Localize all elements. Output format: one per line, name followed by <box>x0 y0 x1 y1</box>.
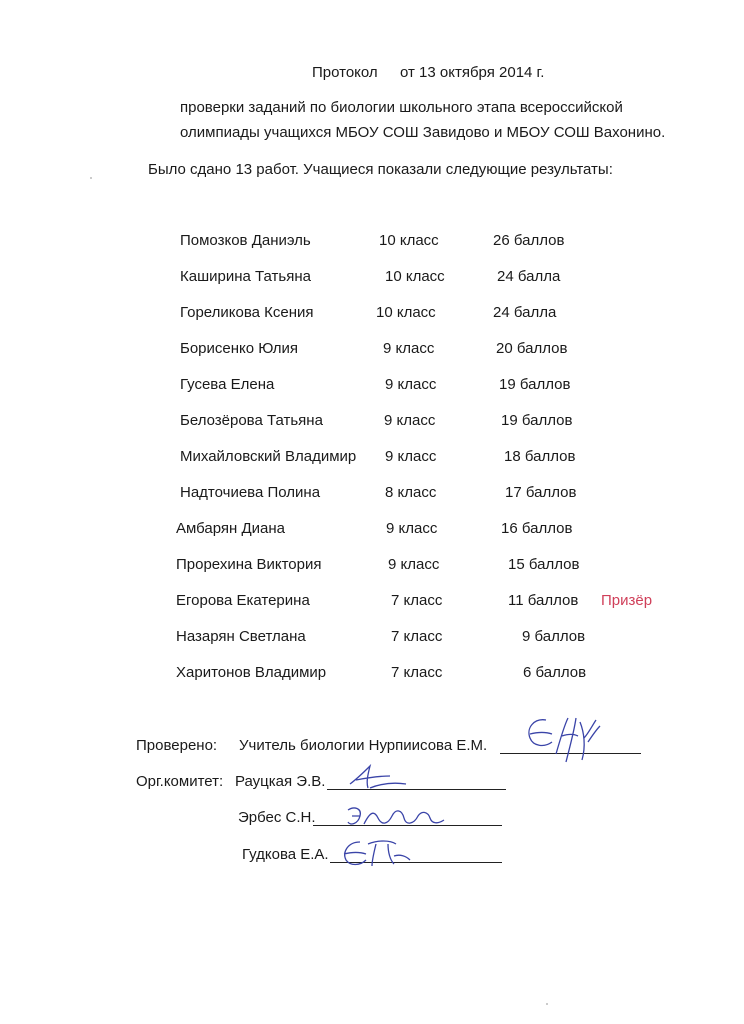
student-score: 11 баллов <box>508 592 579 609</box>
signature-mark-committee-3 <box>338 836 412 870</box>
student-grade: 9 класс <box>386 520 438 537</box>
student-name: Белозёрова Татьяна <box>180 412 323 429</box>
student-name: Гореликова Ксения <box>180 304 314 321</box>
list-item <box>0 520 744 540</box>
student-name: Назарян Светлана <box>176 628 306 645</box>
student-score: 26 баллов <box>493 232 565 249</box>
list-item <box>0 340 744 360</box>
checked-teacher: Учитель биологии Нурпиисова Е.М. <box>239 737 488 754</box>
committee-member-2: Эрбес С.Н. <box>238 809 316 826</box>
list-item <box>0 376 744 396</box>
student-score: 24 балла <box>493 304 557 321</box>
committee-member-1: Рауцкая Э.В. <box>235 773 326 790</box>
list-item <box>0 304 744 324</box>
student-grade: 9 класс <box>388 556 440 573</box>
student-name: Прорехина Виктория <box>176 556 322 573</box>
list-item <box>0 412 744 432</box>
student-grade: 7 класс <box>391 664 443 681</box>
student-score: 9 баллов <box>522 628 586 645</box>
signature-mark-teacher <box>518 712 602 768</box>
student-score: 18 баллов <box>504 448 576 465</box>
student-grade: 9 класс <box>385 376 437 393</box>
signature-mark-committee-1 <box>346 762 410 792</box>
student-name: Надточиева Полина <box>180 484 321 501</box>
student-score: 19 баллов <box>499 376 571 393</box>
student-grade: 7 класс <box>391 628 443 645</box>
student-grade: 9 класс <box>384 412 436 429</box>
student-grade: 9 класс <box>383 340 435 357</box>
student-name: Гусева Елена <box>180 376 275 393</box>
student-name: Харитонов Владимир <box>176 664 327 681</box>
student-score: 17 баллов <box>505 484 577 501</box>
subtitle-line-2: олимпиады учащихся МБОУ СОШ Завидово и МБОУ СОШ Вахонино. <box>180 124 666 141</box>
student-grade: 10 класс <box>379 232 439 249</box>
list-item <box>0 592 744 612</box>
student-score: 19 баллов <box>501 412 573 429</box>
signature-mark-committee-2 <box>344 802 448 832</box>
student-name: Каширина Татьяна <box>180 268 311 285</box>
student-score: 20 баллов <box>496 340 568 357</box>
student-grade: 10 класс <box>385 268 445 285</box>
student-name: Михайловский Владимир <box>180 448 357 465</box>
prize-winner-badge: Призёр <box>601 592 653 609</box>
protocol-date: от 13 октября 2014 г. <box>400 64 545 81</box>
student-name: Борисенко Юлия <box>180 340 299 357</box>
list-item <box>0 232 744 252</box>
student-grade: 8 класс <box>385 484 437 501</box>
student-name: Амбарян Диана <box>176 520 285 537</box>
list-item <box>0 556 744 576</box>
list-item <box>0 268 744 288</box>
student-name: Помозков Даниэль <box>180 232 311 249</box>
student-name: Егорова Екатерина <box>176 592 310 609</box>
subtitle-line-1: проверки заданий по биологии школьного этапа всероссийской <box>180 99 623 116</box>
student-score: 16 баллов <box>501 520 573 537</box>
checked-label: Проверено: <box>136 737 218 754</box>
student-grade: 10 класс <box>376 304 436 321</box>
list-item <box>0 484 744 504</box>
protocol-title: Протокол <box>312 64 378 81</box>
student-score: 15 баллов <box>508 556 580 573</box>
student-score: 6 баллов <box>523 664 587 681</box>
list-item <box>0 628 744 648</box>
student-grade: 7 класс <box>391 592 443 609</box>
student-grade: 9 класс <box>385 448 437 465</box>
list-item <box>0 448 744 468</box>
summary-text: Было сдано 13 работ. Учащиеся показали следующие результаты: <box>148 161 613 178</box>
committee-label: Орг.комитет: <box>136 773 224 790</box>
committee-member-3: Гудкова Е.А. <box>242 846 329 863</box>
scan-speck <box>90 177 92 179</box>
list-item <box>0 664 744 684</box>
scan-speck <box>546 1003 548 1005</box>
student-score: 24 балла <box>497 268 561 285</box>
